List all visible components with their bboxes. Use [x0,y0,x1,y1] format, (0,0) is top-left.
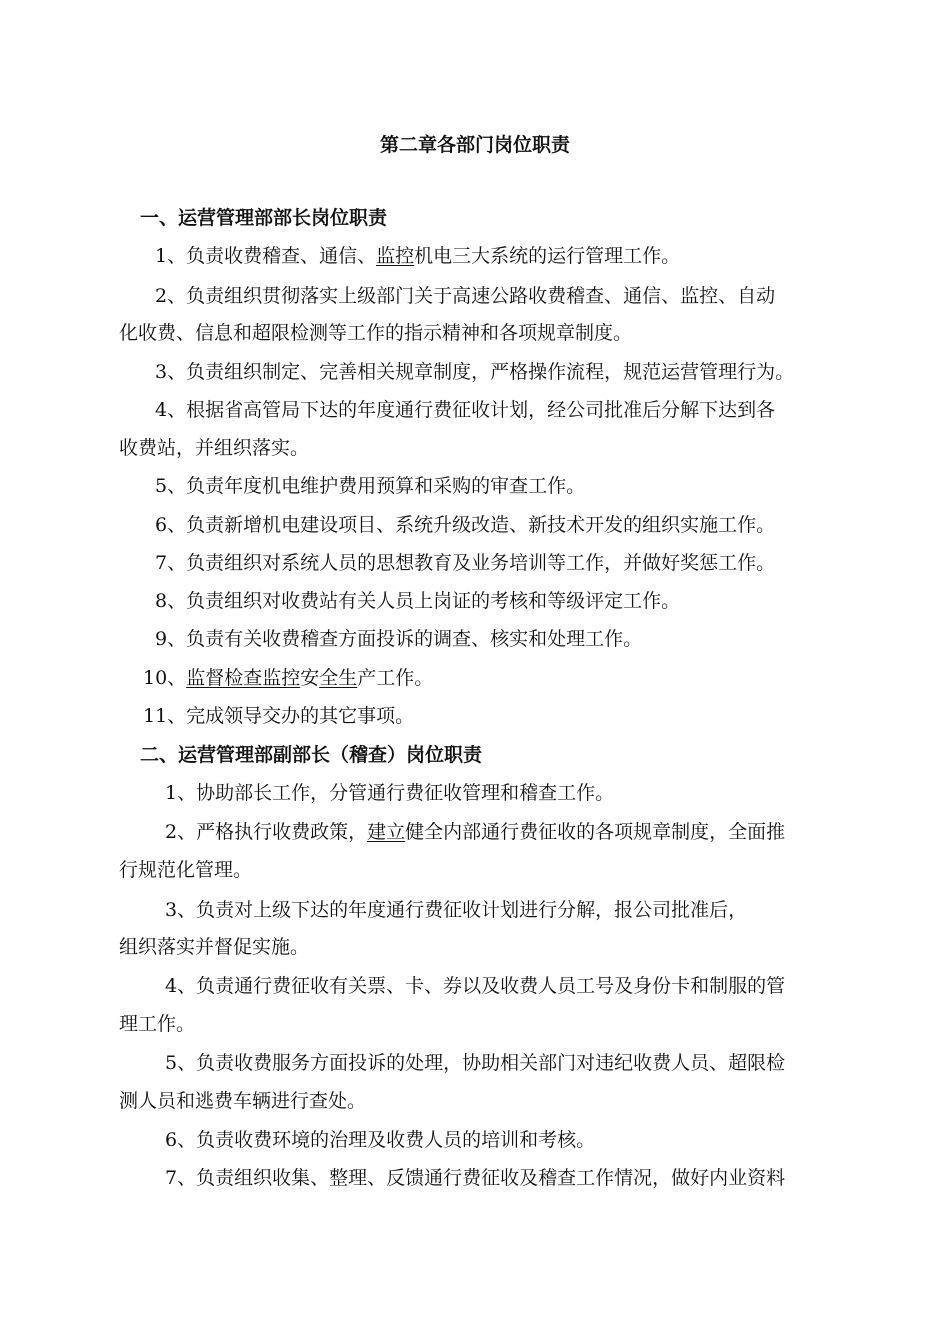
item-number: 10、 [143,667,187,689]
section1-item-1 [155,243,680,269]
section1-item-2-line2: 化收费、信息和超限检测等工作的指示精神和各项规章制度。 [119,322,633,344]
underlined-text: 监督检查监控 [186,667,301,689]
section2-item-2-line2: 行规范化管理。 [119,859,253,881]
item-text: 健全内部通行费征收的各项规章制度，全面推 [405,821,786,843]
section1-item-4-line1: 4、根据省高管局下达的年度通行费征收计划，经公司批准后分解下达到各 [155,399,776,421]
item-text: 安 [300,667,320,689]
section1-item-5: 5、负责年度机电维护费用预算和采购的审查工作。 [155,475,586,497]
section1-heading: 一、运营管理部部长岗位职责 [140,207,388,229]
section1-item-3: 3、负责组织制定、完善相关规章制度，严格操作流程，规范运营管理行为。 [155,361,795,383]
section2-item-2-line1 [165,819,785,845]
section2-item-5-line2: 测人员和逃费车辆进行查处。 [119,1090,367,1112]
section2-item-7-line1: 7、负责组织收集、整理、反馈通行费征收及稽查工作情况，做好内业资料 [165,1167,786,1189]
item-text: 2、严格执行收费政策， [165,821,368,843]
underlined-text: 监控 [376,245,415,267]
section1-item-11: 11、完成领导交办的其它事项。 [143,705,415,727]
item-text: 1、负责收费稽查、通信、 [155,245,377,267]
section2-heading: 二、运营管理部副部长（稽查）岗位职责 [140,744,483,766]
section1-item-6: 6、负责新增机电建设项目、系统升级改造、新技术开发的组织实施工作。 [155,514,776,536]
section1-item-9: 9、负责有关收费稽查方面投诉的调查、核实和处理工作。 [155,628,643,650]
section2-item-3-line2: 组织落实并督促实施。 [119,936,310,958]
section1-item-8: 8、负责组织对收费站有关人员上岗证的考核和等级评定工作。 [155,590,681,612]
section2-item-4-line2: 理工作。 [119,1013,196,1035]
section1-item-7: 7、负责组织对系统人员的思想教育及业务培训等工作，并做好奖惩工作。 [155,552,776,574]
underlined-text: 全生 [319,667,358,689]
section2-item-1: 1、协助部长工作，分管通行费征收管理和稽查工作。 [165,782,615,804]
underlined-text: 建立 [367,821,406,843]
section1-item-10 [143,665,433,691]
section2-item-5-line1: 5、负责收费服务方面投诉的处理，协助相关部门对违纪收费人员、超限检 [165,1052,786,1074]
section2-item-6: 6、负责收费环境的治理及收费人员的培训和考核。 [165,1129,596,1151]
section2-item-4-line1: 4、负责通行费征收有关票、卡、券以及收费人员工号及身份卡和制服的管 [165,975,786,997]
section2-item-3-line1: 3、负责对上级下达的年度通行费征收计划进行分解，报公司批准后， [165,899,748,921]
section1-item-2-line1: 2、负责组织贯彻落实上级部门关于高速公路收费稽查、通信、监控、自动 [155,285,776,307]
item-text: 产工作。 [357,667,434,689]
item-text: 机电三大系统的运行管理工作。 [414,245,681,267]
section1-item-4-line2: 收费站，并组织落实。 [119,437,310,459]
chapter-title: 第二章各部门岗位职责 [379,134,570,156]
